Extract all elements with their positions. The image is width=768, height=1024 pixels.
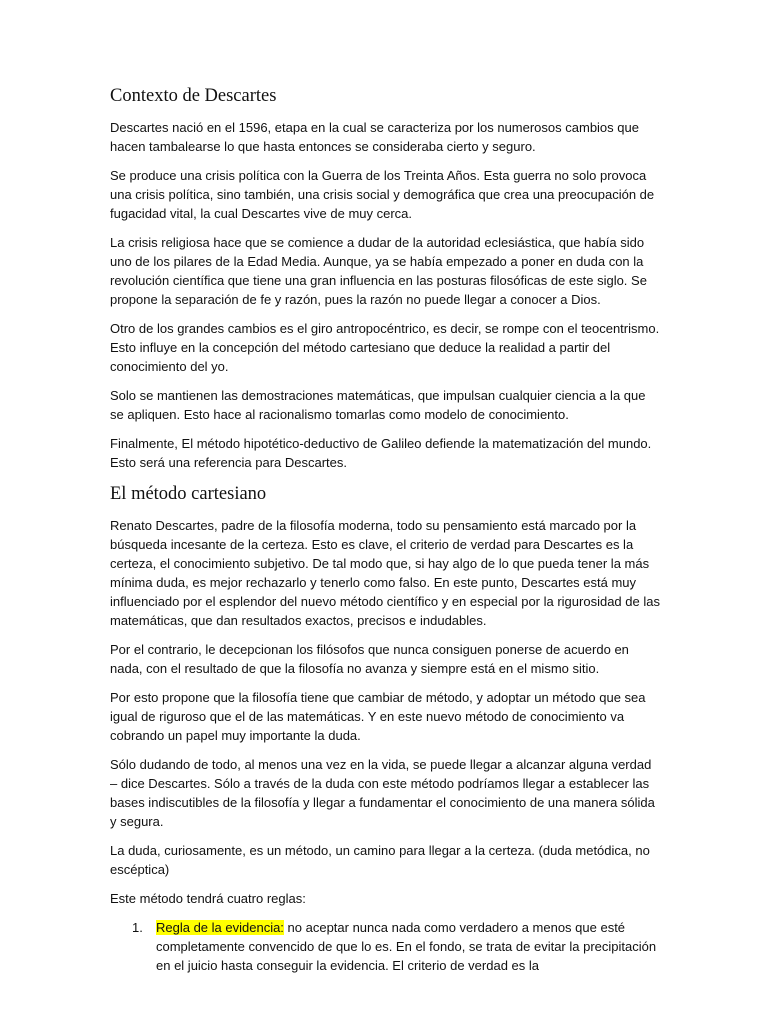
paragraph <box>110 386 660 424</box>
paragraph <box>110 755 660 831</box>
bold-term: Guerra de los Treinta Años <box>321 168 477 183</box>
section-title-contexto: Contexto de Descartes <box>110 86 277 106</box>
paragraph-text: Descartes nació en el 1596, etapa en la cual se caracteriza por los numerosos cambios que hacen tambalearse lo que hasta entonces se consideraba cierto y seguro. <box>110 120 639 154</box>
bold-term: método hipotético-deductivo <box>196 436 360 451</box>
rule-text: no aceptar nunca nada como verdadero a menos que esté completamente convencido de que lo es. En el fondo, se trata de evitar la precipitación en el juicio hasta conseguir la evidencia. El criterio de verdad es la <box>156 920 657 973</box>
paragraph-text: Por el contrario, le decepcionan los filósofos que nunca consiguen ponerse de acuerdo en nada, con el resultado de que la filosofía no avanza y siempre está en el mismo sitio. <box>110 642 629 676</box>
paragraph-text: , es decir, se rompe con el teocentrismo. Esto influye en la concepción del método cartesiano que deduce la realidad a partir del conocimiento del yo. <box>110 321 660 374</box>
rules-list <box>110 918 660 975</box>
paragraph <box>110 889 660 908</box>
paragraph-text: de Galileo defiende la matematización del mundo. Esto será una referencia para Descartes. <box>110 436 652 470</box>
bold-term: giro antropocéntrico <box>310 321 426 336</box>
paragraph <box>110 434 660 472</box>
paragraph <box>110 166 660 223</box>
paragraph-text: La duda, curiosamente, es un método, un camino para llegar a la certeza. (duda metódica, no escéptica) <box>110 843 650 877</box>
bold-term: La crisis religiosa <box>110 235 210 250</box>
paragraph <box>110 841 660 879</box>
paragraph-text: Finalmente, El <box>110 436 197 451</box>
paragraph-text: Solo se mantienen las demostraciones <box>110 388 337 403</box>
paragraph <box>110 640 660 678</box>
bold-term: matemáticas <box>336 388 411 403</box>
list-item <box>110 918 660 975</box>
list-number: 1. <box>132 920 143 935</box>
paragraph-text: Este método tendrá cuatro reglas: <box>110 891 306 906</box>
paragraph <box>110 688 660 745</box>
paragraph-text: Por esto propone que la filosofía tiene que cambiar de método, y adoptar un método que sea igual de riguroso que el de las matemáticas. Y en este nuevo método de conocimiento va cobrando un papel muy importante la duda. <box>110 690 646 743</box>
section-title-metodo: El método cartesiano <box>110 484 267 504</box>
paragraph <box>110 319 660 376</box>
paragraph-text: hace que se comience a dudar de la autoridad eclesiástica, que había sido uno de los pilares de la Edad Media. Aunque, ya se había empezado a poner en duda con la revolución científica que tiene una gran influencia en las posturas filosóficas de este siglo. Se propone la separación de fe y razón, pues la razón no puede llegar a conocer a Dios. <box>110 235 647 307</box>
paragraph <box>110 516 660 630</box>
document-body <box>110 84 660 975</box>
paragraph <box>110 233 660 309</box>
paragraph-text: Sólo dudando de todo, al menos una vez en la vida, se puede llegar a alcanzar alguna verdad – dice Descartes. Sólo a través de la duda con este método podríamos llegar a establecer las bases indiscutibles de la filosofía y llegar a fundamentar el conocimiento de una manera sólida y segura. <box>110 757 655 829</box>
paragraph-text: Se produce una crisis política con la <box>110 168 322 183</box>
highlighted-rule-title: Regla de la evidencia: <box>156 920 284 935</box>
paragraph-text: Otro de los grandes cambios es el <box>110 321 311 336</box>
paragraph-text: , que impulsan cualquier ciencia a la que se apliquen. Esto hace al racionalismo tomarlas como modelo de conocimiento. <box>110 388 646 422</box>
paragraph <box>110 118 660 156</box>
paragraph-text: . Esta guerra no solo provoca una crisis política, sino también, una crisis social y demográfica que crea una preocupación de fugacidad vital, la cual Descartes vive de muy cerca. <box>110 168 655 221</box>
paragraph-text: Renato Descartes, padre de la filosofía moderna, todo su pensamiento está marcado por la búsqueda incesante de la certeza. Esto es clave, el criterio de verdad para Descartes es la certeza, el conocimiento subjetivo. De tal modo que, si hay algo de lo que pueda tener la más mínima duda, es mejor rechazarlo y tenerlo como falso. En este punto, Descartes está muy influenciado por el esplendor del nuevo método científico y en especial por la rigurosidad de las matemáticas, que dan resultados exactos, precisos e indudables. <box>110 518 660 628</box>
